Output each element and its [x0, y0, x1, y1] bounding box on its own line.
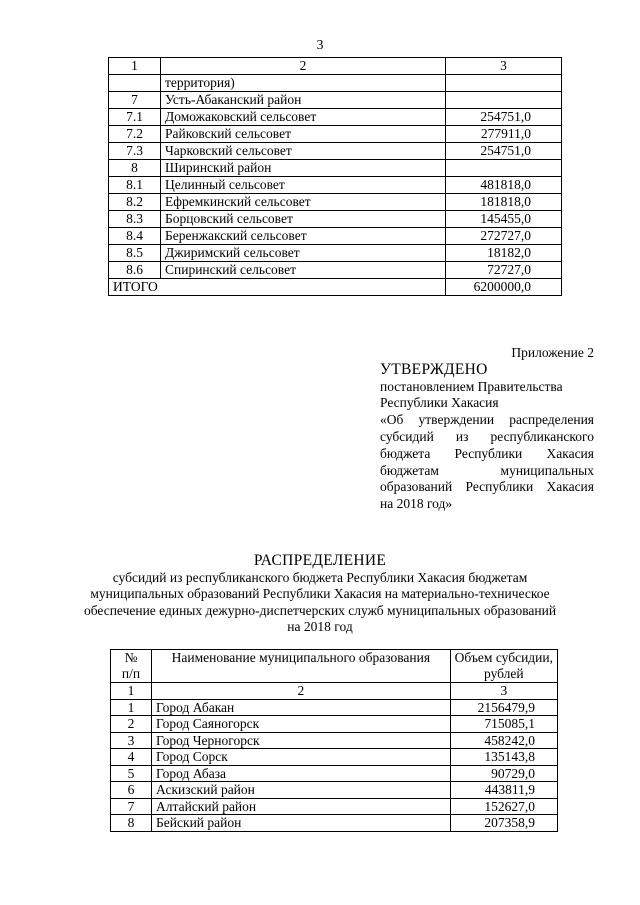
table-row — [111, 815, 558, 832]
document-title — [60, 553, 580, 636]
subsidy-table-continued — [108, 57, 562, 296]
approval-line: постановлением Правительства — [380, 378, 563, 394]
row-number: 8.2 — [109, 194, 161, 211]
row-amount — [446, 160, 562, 177]
row-amount: 254751,0 — [446, 109, 562, 126]
table-row — [109, 211, 562, 228]
table-row — [109, 160, 562, 177]
page-number: 3 — [316, 38, 324, 53]
column-numbers-row — [111, 683, 558, 700]
row-amount: 90729,0 — [450, 765, 557, 782]
total-row — [109, 279, 562, 296]
column-number-2: 2 — [161, 58, 446, 75]
header-amount-line2: рублей — [484, 666, 524, 681]
row-amount: 277911,0 — [446, 126, 562, 143]
table-row — [109, 109, 562, 126]
approved-stamp-text: УТВЕРЖДЕНО — [380, 360, 488, 378]
row-amount: 481818,0 — [446, 177, 562, 194]
row-amount — [446, 92, 562, 109]
table-row — [111, 699, 558, 716]
table-row — [111, 716, 558, 733]
row-amount: 443811,9 — [450, 782, 557, 799]
row-number: 8.4 — [109, 228, 161, 245]
approval-line: на 2018 год» — [380, 496, 453, 512]
title-line: субсидий из республиканского бюджета Республики Хакасия бюджетам — [112, 569, 528, 585]
table-row — [109, 75, 562, 92]
approval-line: Республики Хакасия — [380, 395, 499, 411]
approval-line: образований Республики Хакасия — [380, 479, 594, 495]
total-label: ИТОГО — [109, 279, 446, 296]
row-name: Целинный сельсовет — [161, 177, 446, 194]
row-name: Усть-Абаканский район — [161, 92, 446, 109]
header-amount — [450, 650, 557, 683]
table-row — [111, 749, 558, 766]
title-heading: РАСПРЕДЕЛЕНИЕ — [253, 552, 387, 569]
column-number-3: 3 — [450, 683, 557, 700]
row-number: 8.1 — [109, 177, 161, 194]
table-row — [111, 798, 558, 815]
table-row — [109, 262, 562, 279]
table-header-row — [111, 650, 558, 683]
column-number-3: 3 — [446, 58, 562, 75]
row-amount — [446, 75, 562, 92]
row-number: 7.3 — [109, 143, 161, 160]
row-number: 4 — [111, 749, 152, 766]
table-row — [111, 782, 558, 799]
row-number: 8.3 — [109, 211, 161, 228]
row-name: Беренжакский сельсовет — [161, 228, 446, 245]
row-amount: 135143,8 — [450, 749, 557, 766]
approval-line: «Об утверждении распределения — [380, 412, 594, 428]
row-name: Алтайский район — [152, 798, 451, 815]
approval-line: бюджетам муниципальных — [380, 462, 594, 478]
total-value: 6200000,0 — [446, 279, 562, 296]
table-row — [109, 126, 562, 143]
row-name: Доможаковский сельсовет — [161, 109, 446, 126]
row-amount: 18182,0 — [446, 245, 562, 262]
header-name: Наименование муниципального образования — [152, 650, 451, 683]
row-amount: 72727,0 — [446, 262, 562, 279]
approval-block — [380, 345, 594, 513]
row-number: 7 — [109, 92, 161, 109]
column-number-2: 2 — [152, 683, 451, 700]
row-name: Бейский район — [152, 815, 451, 832]
row-name: территория) — [161, 75, 446, 92]
row-amount: 458242,0 — [450, 732, 557, 749]
row-number: 5 — [111, 765, 152, 782]
row-number: 6 — [111, 782, 152, 799]
header-number-line2: п/п — [121, 666, 141, 681]
row-number: 8.5 — [109, 245, 161, 262]
row-amount: 181818,0 — [446, 194, 562, 211]
table-row — [109, 92, 562, 109]
row-name: Город Абаза — [152, 765, 451, 782]
title-line: на 2018 год — [287, 619, 353, 634]
table-row — [109, 177, 562, 194]
row-name: Райковский сельсовет — [161, 126, 446, 143]
table-row — [109, 245, 562, 262]
column-number-1: 1 — [109, 58, 161, 75]
table-row — [109, 228, 562, 245]
row-number: 7 — [111, 798, 152, 815]
row-amount: 254751,0 — [446, 143, 562, 160]
row-name: Ширинский район — [161, 160, 446, 177]
row-number: 8.6 — [109, 262, 161, 279]
row-number: 3 — [111, 732, 152, 749]
row-amount: 152627,0 — [450, 798, 557, 815]
row-number — [109, 75, 161, 92]
title-line: муниципальных образований Республики Хакасия на материально-техническое — [90, 586, 550, 601]
header-number-line1: № — [124, 650, 138, 665]
distribution-table — [110, 649, 558, 832]
table-row — [111, 732, 558, 749]
row-name: Ефремкинский сельсовет — [161, 194, 446, 211]
row-number: 1 — [111, 699, 152, 716]
table-row — [109, 143, 562, 160]
row-number: 2 — [111, 716, 152, 733]
header-number — [111, 650, 152, 683]
row-amount: 272727,0 — [446, 228, 562, 245]
row-name: Город Абакан — [152, 699, 451, 716]
row-amount: 2156479,9 — [450, 699, 557, 716]
table-row — [111, 765, 558, 782]
row-name: Город Черногорск — [152, 732, 451, 749]
row-name: Борцовский сельсовет — [161, 211, 446, 228]
row-amount: 145455,0 — [446, 211, 562, 228]
appendix-label: Приложение 2 — [511, 345, 594, 360]
row-amount: 715085,1 — [450, 716, 557, 733]
header-amount-line1: Объем субсидии, — [454, 650, 553, 665]
row-name: Спиринский сельсовет — [161, 262, 446, 279]
row-name: Джиримский сельсовет — [161, 245, 446, 262]
approval-line: субсидий из республиканского — [380, 428, 594, 444]
row-name: Город Саяногорск — [152, 716, 451, 733]
row-number: 7.2 — [109, 126, 161, 143]
row-number: 8 — [111, 815, 152, 832]
row-amount: 207358,9 — [450, 815, 557, 832]
title-line: обеспечение единых дежурно-диспетчерских служб муниципальных образований — [83, 602, 557, 618]
approval-line: бюджета Республики Хакасия — [380, 445, 594, 461]
row-name: Аскизский район — [152, 782, 451, 799]
column-number-1: 1 — [111, 683, 152, 700]
table-row — [109, 194, 562, 211]
row-number: 8 — [109, 160, 161, 177]
row-number: 7.1 — [109, 109, 161, 126]
table-header-row — [109, 58, 562, 75]
row-name: Чарковский сельсовет — [161, 143, 446, 160]
row-name: Город Сорск — [152, 749, 451, 766]
